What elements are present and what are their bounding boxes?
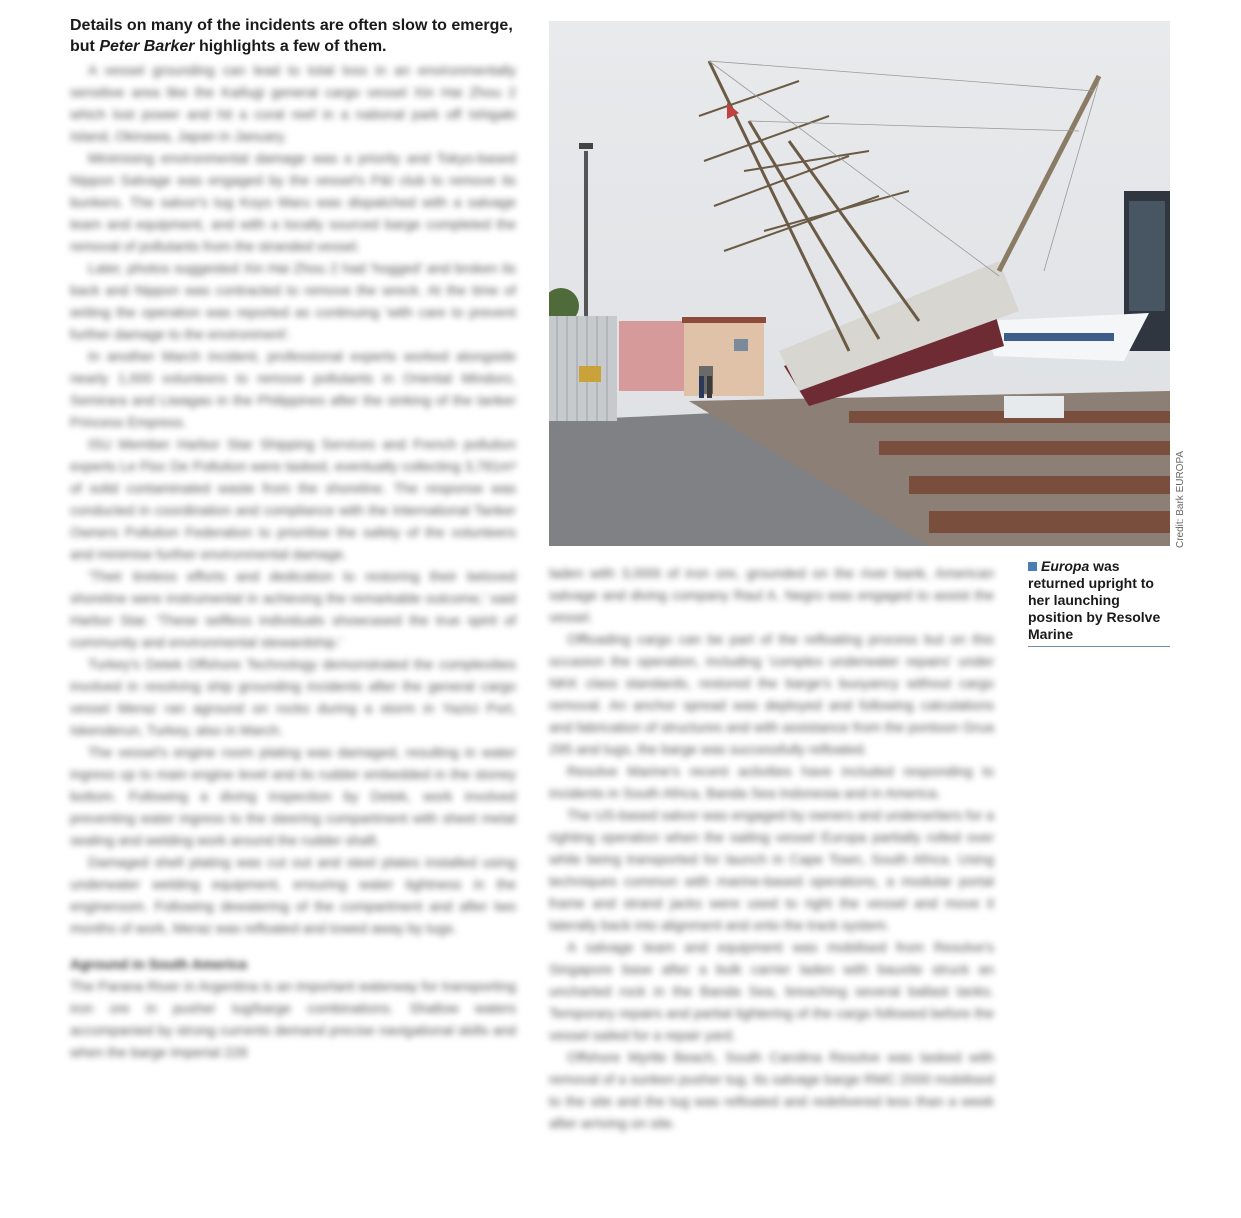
paragraph: Damaged shell plating was cut out and steel plates installed using underwater welding equipment, ensuring water tightness in the engineroom. Following dewatering of the compartment and after two months of work, Meraz was refloated and towed away by tugs. xyxy=(70,854,516,936)
left-text-column xyxy=(70,59,516,1063)
lamp-post xyxy=(584,151,588,331)
paragraph: 'Their tireless efforts and dedication to restoring their beloved shoreline were instrumental in achieving the remarkable outcome,' said Harbor Star. 'These selfless individuals showcased the true spirit of community and environmental stewardship.' xyxy=(70,568,516,650)
photo-caption xyxy=(1028,558,1170,647)
intro-line-1: Details on many of the incidents are often slow to emerge, xyxy=(70,17,513,34)
paragraph: Offloading cargo can be part of the refloating process but on this occasion the operation, including 'complex underwater repairs' under NKK class standards, restored the barge's buoyancy without cargo removal. An anchor spread was deployed and following calculations and fabrication of structures and with assistance from the pontoon Grua 295 and tugs, the barge was successfully refloated. xyxy=(549,631,994,757)
author-name: Peter Barker xyxy=(99,38,195,55)
person xyxy=(699,376,704,398)
paragraph: A vessel grounding can lead to total loss in an environmentally sensitive area like the Kaifugi general cargo vessel Xin Hai Zhou 2 which lost power and hit a coral reef in a national park off Ishigaki Island, Okinawa, Japan in January. xyxy=(70,62,516,144)
intro-suffix: highlights a few of them. xyxy=(194,38,387,55)
intro-prefix: but xyxy=(70,38,100,55)
paragraph: ISU Member Harbor Star Shipping Services and French pollution experts Le Floc De Pollution were tasked, eventually collecting 3,781m³ of solid contaminated waste from the shoreline. The response was conducted in coordination and compliance with the International Tanker Owners Pollution Federation to prioritise the safety of the volunteers and minimise further environmental damage. xyxy=(70,436,516,562)
person xyxy=(707,376,712,398)
generator xyxy=(1004,396,1064,418)
article-intro xyxy=(70,15,518,57)
photo-credit: Credit: Bark EUROPA xyxy=(1175,450,1186,548)
paragraph: In another March incident, professional experts worked alongside nearly 1,000 volunteers to remove pollutants in Oriental Mindoro, Semirara and Liwagao in the Philippines after the sinking of the tanker Princess Empress. xyxy=(70,348,516,430)
paragraph: laden with 3,000t of iron ore, grounded on the river bank, American salvage and diving company Raul A. Negro was engaged to assist the vessel. xyxy=(549,565,994,625)
paragraph: Minimising environmental damage was a priority and Tokyo-based Nippon Salvage was engaged by the vessel's P&I club to remove its bunkers. The salvor's tug Koyo Maru was dispatched with a salvage team and equipment, and with a locally sourced barge completed the removal of pollutants from the stranded vessel. xyxy=(70,150,516,254)
paragraph: Offshore Myrtle Beach, South Carolina Resolve was tasked with removal of a sunken pusher tug. Its salvage barge RMC 2000 mobilised to the site and the tug was refloated and redelivered less than a week after arriving on site. xyxy=(549,1049,994,1131)
caption-bullet-icon xyxy=(1028,562,1037,571)
paragraph: The Parana River in Argentina is an important waterway for transporting iron ore in pusher tug/barge combinations. Shallow waters accompanied by strong currents demand precise navigational skills and when the barge Imperial 228 xyxy=(70,978,516,1060)
paragraph: Turkey's Detek Offshore Technology demonstrated the complexities involved in resolving ship grounding incidents after the general cargo vessel Meraz ran aground on rocks during a storm in Yazici Port, Iskenderun, Turkey, also in March. xyxy=(70,656,516,738)
pink-building xyxy=(619,321,689,391)
paragraph: A salvage team and equipment was mobilised from Resolve's Singapore base after a bulk carrier laden with bauxite struck an uncharted rock in the Banda Sea, breaching several ballast tanks. Temporary repairs and partial lightering of the cargo followed before the vessel sailed for a repair yard. xyxy=(549,939,994,1043)
ship-photo xyxy=(549,21,1170,546)
small-house xyxy=(684,321,764,396)
paragraph: The vessel's engine room plating was damaged, resulting in water ingress up to main engine level and its rudder embedded in the stoney bottom. Following a diving inspection by Detek, work involved preventing water ingress to the steering compartment with sheet metal sealing and welding work around the rudder shaft. xyxy=(70,744,516,848)
section-heading: Aground in South America xyxy=(70,956,247,972)
paragraph: Resolve Marine's recent activities have included responding to incidents in South Africa, Banda Sea Indonesia and in America. xyxy=(549,763,994,801)
middle-text-column xyxy=(549,562,994,1134)
caption-text: was returned upright to her launching position by Resolve Marine xyxy=(1028,558,1161,642)
paragraph: Later, photos suggested Xin Hai Zhou 2 had 'hogged' and broken its back and Nippon was contracted to remove the wreck. At the time of writing the operation was reported as continuing 'with care to prevent further damage to the environment'. xyxy=(70,260,516,342)
caption-vessel-name: Europa xyxy=(1041,558,1090,574)
paragraph: The US-based salvor was engaged by owners and underwriters for a righting operation when the sailing vessel Europa partially rolled over while being transported for launch in Cape Town, South Africa. Using techniques common with marine-based operations, a modular portal frame and strand jacks were used to right the vessel and move it laterally back into alignment and onto the track system. xyxy=(549,807,994,933)
